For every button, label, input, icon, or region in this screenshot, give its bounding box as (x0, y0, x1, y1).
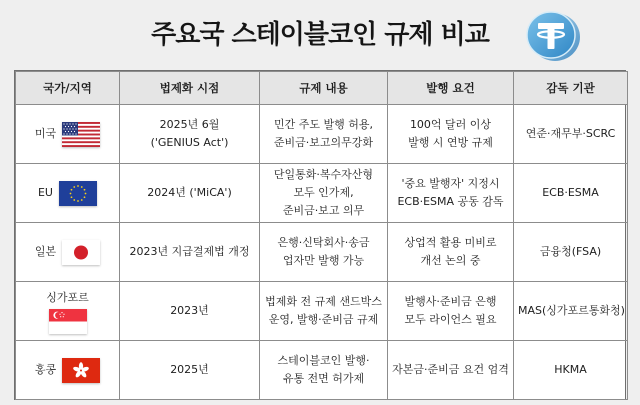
requirements-cell (388, 223, 514, 282)
requirements-cell (388, 341, 514, 400)
cell-line: 2025년 (170, 363, 209, 376)
cell-line: 모두 인가제, (293, 186, 354, 199)
cell-line: HKMA (554, 363, 587, 376)
regulation-table (14, 70, 626, 400)
cell-line: 운영, 발행·준비금 규제 (268, 313, 379, 326)
cell-line: 단일통화·복수자산형 (273, 168, 374, 181)
timing-cell (120, 341, 260, 400)
content-cell (260, 341, 388, 400)
requirements-cell (388, 164, 514, 223)
singapore-flag-icon (49, 309, 87, 334)
cell-line: 연준·재무부·SCRC (525, 127, 616, 140)
cell-line: ECB·ESMA (542, 186, 599, 199)
country-cell (16, 105, 120, 164)
timing-cell (120, 105, 260, 164)
header-timing: 법제화 시점 (120, 72, 260, 105)
table-header-row (16, 72, 628, 105)
authority-cell (514, 105, 628, 164)
table-row (16, 282, 628, 341)
content-cell (260, 164, 388, 223)
cell-line: MAS(싱가포르통화청) (518, 304, 625, 317)
cell-line: ('GENIUS Act') (150, 136, 229, 149)
authority-cell (514, 164, 628, 223)
header-content: 규제 내용 (260, 72, 388, 105)
content-cell (260, 105, 388, 164)
table-row (16, 105, 628, 164)
country-name: 홍콩 (34, 363, 57, 376)
cell-line: 금융청(FSA) (539, 245, 602, 258)
hong-kong-flag-icon (62, 358, 100, 383)
country-name: 싱가포르 (46, 290, 89, 304)
country-cell (16, 223, 120, 282)
authority-cell (514, 341, 628, 400)
country-cell (16, 282, 120, 341)
cell-line: 개선 논의 중 (420, 254, 481, 267)
japan-flag-icon (62, 240, 100, 265)
cell-line: 자본금·준비금 요건 엄격 (392, 363, 509, 376)
timing-cell (120, 164, 260, 223)
cell-line: 발행사·준비금 은행 (404, 295, 497, 308)
cell-line: 준비금·보고 의무 (282, 204, 365, 217)
cell-line: '중요 발행자' 지정시 (401, 177, 500, 190)
table-row (16, 341, 628, 400)
cell-line: 준비금·보고의무강화 (273, 136, 374, 149)
cell-line: 민간 주도 발행 허용, (274, 118, 373, 131)
cell-line: 2024년 ('MiCA') (147, 186, 232, 199)
us-flag-icon (62, 122, 100, 147)
table-row (16, 223, 628, 282)
country-name: EU (37, 186, 53, 199)
cell-line: 2023년 지급결제법 개정 (129, 245, 250, 258)
country-cell (16, 341, 120, 400)
country-name: 미국 (34, 127, 57, 140)
timing-cell (120, 282, 260, 341)
timing-cell (120, 223, 260, 282)
content-cell (260, 223, 388, 282)
cell-line: 유통 전면 허가제 (282, 372, 365, 385)
tether-coin-icon (520, 6, 584, 64)
requirements-cell (388, 105, 514, 164)
content-cell (260, 282, 388, 341)
cell-line: ECB·ESMA 공동 감독 (397, 195, 504, 208)
header-country: 국가/지역 (16, 72, 120, 105)
country-cell (16, 164, 120, 223)
cell-line: 업자만 발행 가능 (282, 254, 365, 267)
cell-line: 2023년 (170, 304, 209, 317)
header-authority: 감독 기관 (514, 72, 628, 105)
table-row (16, 164, 628, 223)
requirements-cell (388, 282, 514, 341)
cell-line: 은행·신탁회사·송금 (277, 236, 370, 249)
cell-line: 100억 달러 이상 (409, 118, 492, 131)
cell-line: 2025년 6월 (159, 118, 220, 131)
authority-cell (514, 223, 628, 282)
header-requirements: 발행 요건 (388, 72, 514, 105)
cell-line: 법제화 전 규제 샌드박스 (265, 295, 382, 308)
eu-flag-icon (59, 181, 97, 206)
country-name: 일본 (34, 245, 57, 258)
cell-line: 발행 시 연방 규제 (408, 136, 493, 149)
page-title: 주요국 스테이블코인 규제 비교 (151, 20, 489, 50)
cell-line: 스테이블코인 발행· (277, 354, 370, 367)
cell-line: 모두 라이언스 필요 (404, 313, 497, 326)
authority-cell (514, 282, 628, 341)
cell-line: 상업적 활용 미비로 (404, 236, 497, 249)
